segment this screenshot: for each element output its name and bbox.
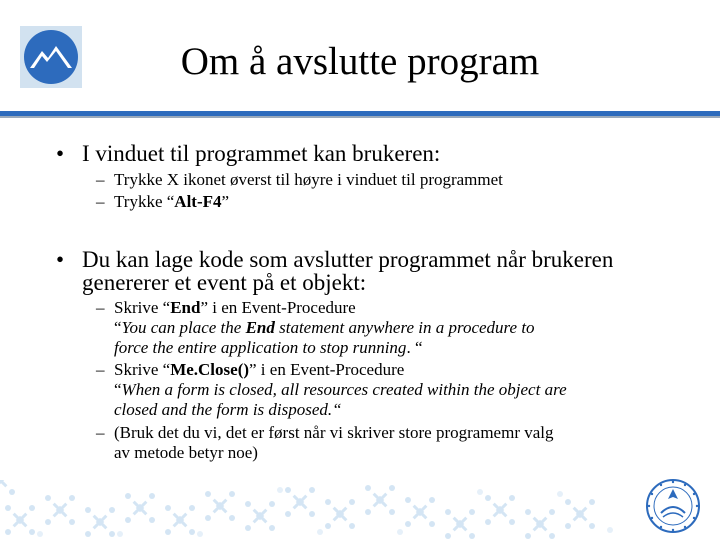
sub-bullet-dash: – (96, 360, 105, 379)
logo (20, 26, 82, 88)
bullet-text: I vinduet til programmet kan brukeren: (82, 141, 441, 166)
sub-bullet-text: Trykke X ikonet øverst til høyre i vinduet til programmet (114, 170, 503, 189)
bullet-text-line: genererer et event på et objekt: (82, 270, 367, 295)
sub-bullet-text: av metode betyr noe) (114, 443, 258, 462)
bullet-dot: • (56, 141, 65, 166)
mountain-logo-icon (20, 26, 82, 88)
bullet-text-line: Du kan lage kode som avslutter programmet når brukeren (82, 247, 614, 272)
sub-bullet-text: (Bruk det du vi, det er først når vi skriver store programemr valg (114, 423, 554, 442)
sub-bullet-dash: – (96, 423, 105, 442)
sub-bullet-text: Skrive “Me.Close()” i en Event-Procedure (114, 360, 405, 379)
university-seal-icon (643, 477, 703, 535)
quote-text: force the entire application to stop running. “ (114, 338, 423, 357)
page-title: Om å avslutte program (180, 40, 540, 83)
quote-text: “You can place the End statement anywhere in a procedure to (114, 318, 535, 337)
sub-bullet-dash: – (96, 170, 105, 189)
quote-text: “When a form is closed, all resources created within the object are (114, 380, 567, 399)
bullet-dot: • (56, 247, 65, 272)
sub-bullet-dash: – (96, 192, 105, 211)
sub-bullet-dash: – (96, 298, 105, 317)
sub-bullet-text: Trykke “Alt-F4” (114, 192, 230, 211)
quote-text: closed and the form is disposed.“ (114, 400, 342, 419)
snowflake-pattern (0, 480, 640, 540)
sub-bullet-text: Skrive “End” i en Event-Procedure (114, 298, 356, 317)
title-divider-shadow (0, 116, 720, 118)
